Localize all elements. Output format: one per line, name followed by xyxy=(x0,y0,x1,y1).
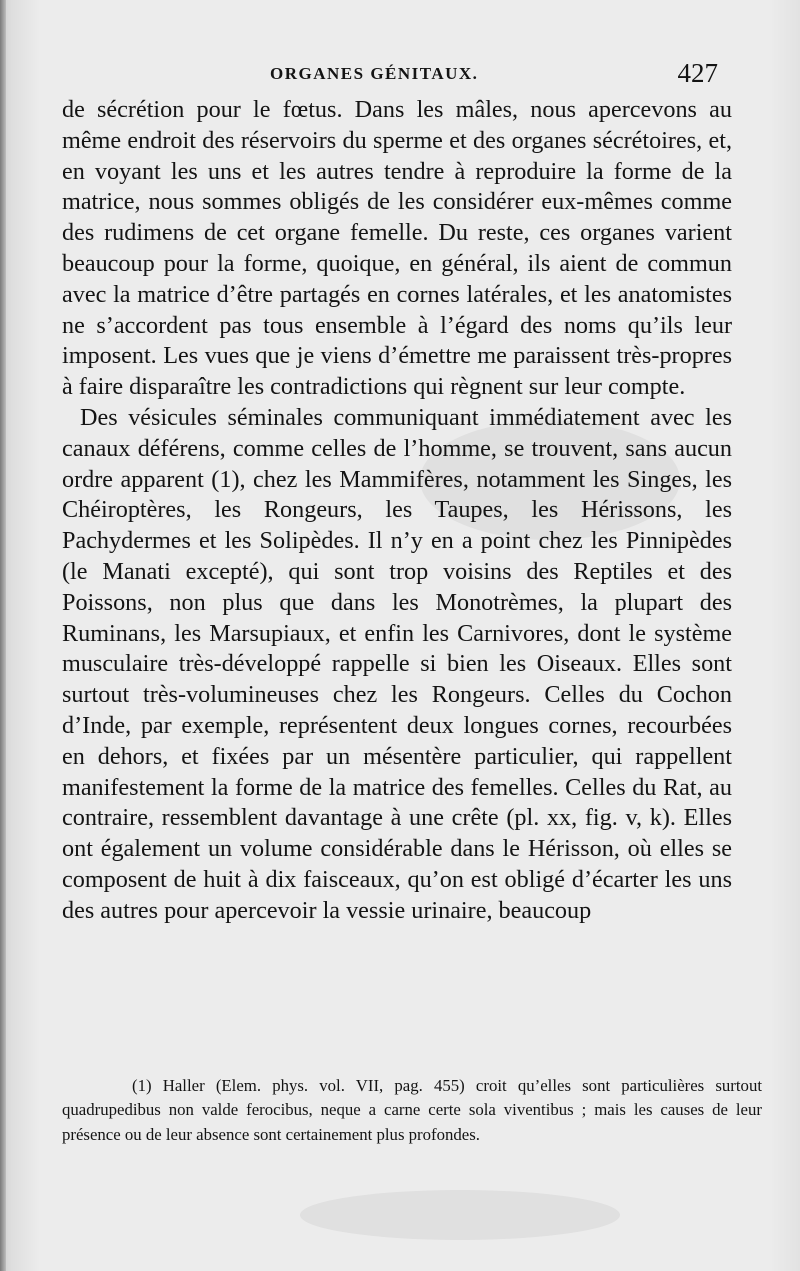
page-header xyxy=(60,58,720,98)
paragraph: Des vésicules séminales communiquant immédiatement avec les canaux déférens, comme celles de l’homme, se trouvent, sans aucun ordre apparent (1), chez les Mammifères, notamment les Singes, les Chéiroptères, les Rongeurs, les Taupes, les Hérissons, les Pachydermes et les Solipèdes. Il n’y en a point chez les Pinnipèdes (le Manati excepté), qui sont trop voisins des Reptiles et des Poissons, non plus que dans les Monotrèmes, la plupart des Ruminans, les Marsupiaux, et enfin les Carnivores, dont le système musculaire très-développé rappelle si bien les Oiseaux. Elles sont surtout très-volumineuses chez les Rongeurs. Celles du Cochon d’Inde, par exemple, représentent deux longues cornes, recourbées en dehors, et fixées par un mésentère particulier, qui rappellent manifestement la forme de la matrice des femelles. Celles du Rat, au contraire, ressemblent davantage à une crête (pl. xx, fig. v, k). Elles ont également un volume considérable dans le Hérisson, où elles se composent de huit à dix faisceaux, qu’on est obligé d’écarter les uns des autres pour apercevoir la vessie urinaire, beaucoup xyxy=(62,403,732,924)
body-text xyxy=(62,95,732,927)
footnote xyxy=(62,1074,762,1147)
page-number: 427 xyxy=(677,58,718,88)
paragraph: de sécrétion pour le fœtus. Dans les mâles, nous apercevons au même endroit des réservoirs du sperme et des organes sécrétoires, et, en voyant les uns et les autres tendre à reproduire la forme de la matrice, nous sommes obligés de les considérer eux-mêmes comme des rudimens de cet organe femelle. Du reste, ces organes varient beaucoup pour la forme, quoique, en général, ils aient de commun avec la matrice d’être partagés en cornes latérales, et les anatomistes ne s’accordent pas tous ensemble à l’égard des noms qu’ils leur imposent. Les vues que je viens d’émettre me paraissent très-propres à faire disparaître les contradictions qui règnent sur leur compte. xyxy=(62,96,732,401)
book-spine-shadow xyxy=(0,0,6,1271)
page-smudge xyxy=(300,1190,620,1240)
footnote-text: (1) Haller (Elem. phys. vol. VII, pag. 455) croit qu’elles sont particulières surtout quadrupedibus non valde ferocibus, neque a carne certe sola viventibus ; mais les causes de leur présence ou de leur absence sont certainement plus profondes. xyxy=(62,1076,762,1144)
running-head: ORGANES GÉNITAUX. xyxy=(270,64,479,83)
